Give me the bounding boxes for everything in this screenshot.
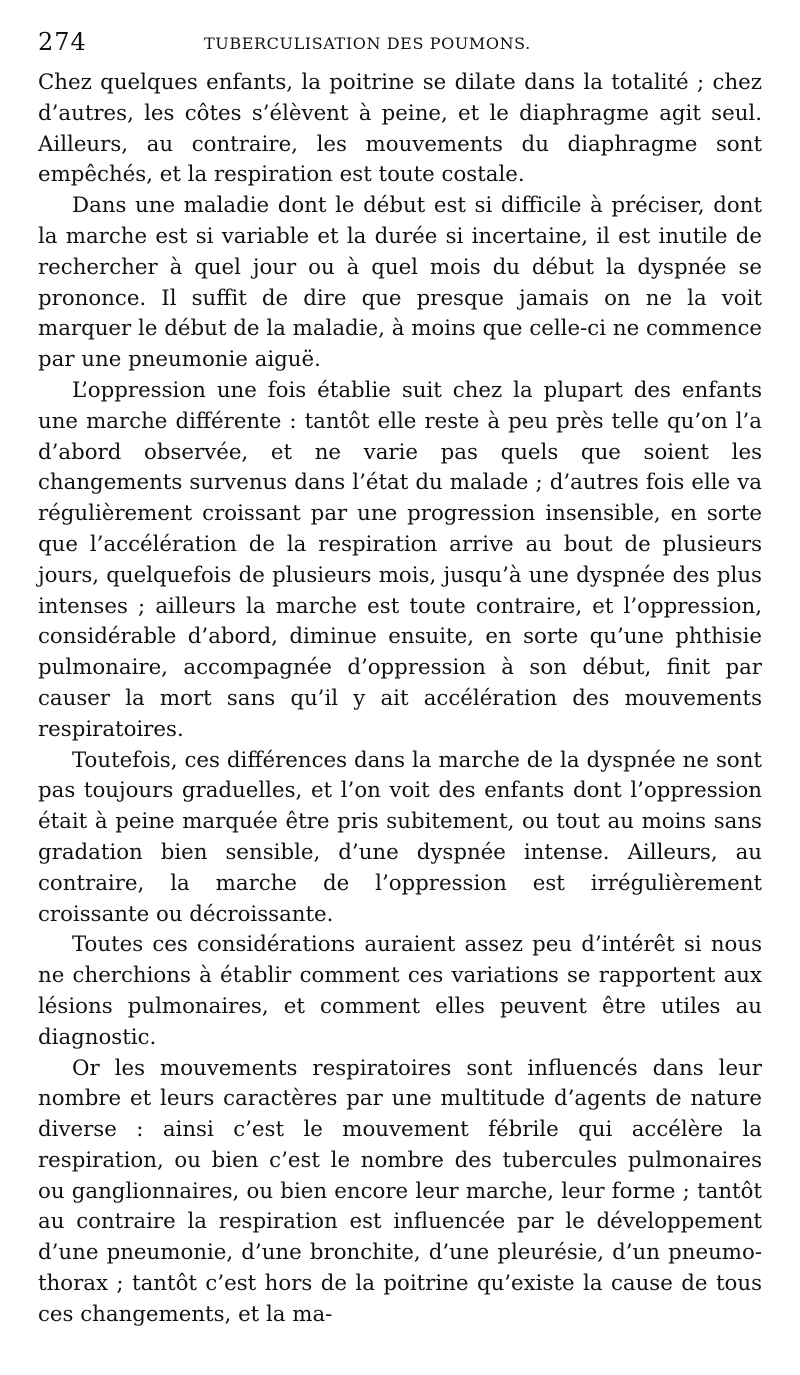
paragraph: Dans une maladie dont le début est si difficile à préciser, dont la marche est si variable et la durée si incertaine, il est inutile de rechercher à quel jour ou à quel mois du début la dyspnée se prononce. Il suffit de dire que presque jamais on ne la voit marquer le début de la maladie, à moins que celle-ci ne commence par une pneumonie aiguë. [38,193,762,373]
page-header [38,28,762,68]
page-body [38,68,762,1331]
paragraph: Toutefois, ces différences dans la marche de la dyspnée ne sont pas toujours graduelles, et l’on voit des enfants dont l’oppression était à peine marquée être pris subitement, ou tout au moins sans gradation bien sensible, d’une dyspnée intense. Ailleurs, au contraire, la marche de l’oppression est irrégulièrement croissante ou décroissante. [38,747,762,927]
page-number: 274 [38,28,87,56]
paragraph: Toutes ces considérations auraient assez peu d’intérêt si nous ne cherchions à établir comment ces variations se rapportent aux lésions pulmonaires, et comment elles peuvent être utiles au diagnostic. [38,932,762,1050]
paragraph: Chez quelques enfants, la poitrine se dilate dans la totalité ; chez d’autres, les côtes s’élèvent à peine, et le diaphragme agit seul. Ailleurs, au contraire, les mouvements du diaphragme sont empêchés, et la respiration est toute costale. [38,70,762,188]
running-title: TUBERCULISATION DES POUMONS. [204,34,531,53]
paragraph: L’oppression une fois établie suit chez la plupart des enfants une marche différente : tantôt elle reste à peu près telle qu’on l’a d’abord observée, et ne varie pas quels que soient les changements survenus dans l’état du malade ; d’autres fois elle va régulièrement croissant par une progression insensible, en sorte que l’accélération de la respiration arrive au bout de plusieurs jours, quelquefois de plusieurs mois, jusqu’à une dyspnée des plus intenses ; ailleurs la marche est toute contraire, et l’oppression, considérable d’abord, diminue ensuite, en sorte qu’une phthisie pulmonaire, accompagnée d’oppression à son début, finit par causer la mort sans qu’il y ait accélération des mouvements respiratoires. [38,377,762,742]
paragraph: Or les mouvements respiratoires sont influencés dans leur nombre et leurs caractères par une multitude d’agents de nature diverse : ainsi c’est le mouvement fébrile qui accélère la respiration, ou bien c’est le nombre des tubercules pulmonaires ou ganglionnaires, ou bien encore leur marche, leur forme ; tantôt au contraire la respiration est influencée par le développement d’une pneumonie, d’une bronchite, d’une pleurésie, d’un pneumo-thorax ; tantôt c’est hors de la poitrine qu’existe la cause de tous ces changements, et la ma- [38,1055,762,1327]
book-page [38,28,762,1331]
